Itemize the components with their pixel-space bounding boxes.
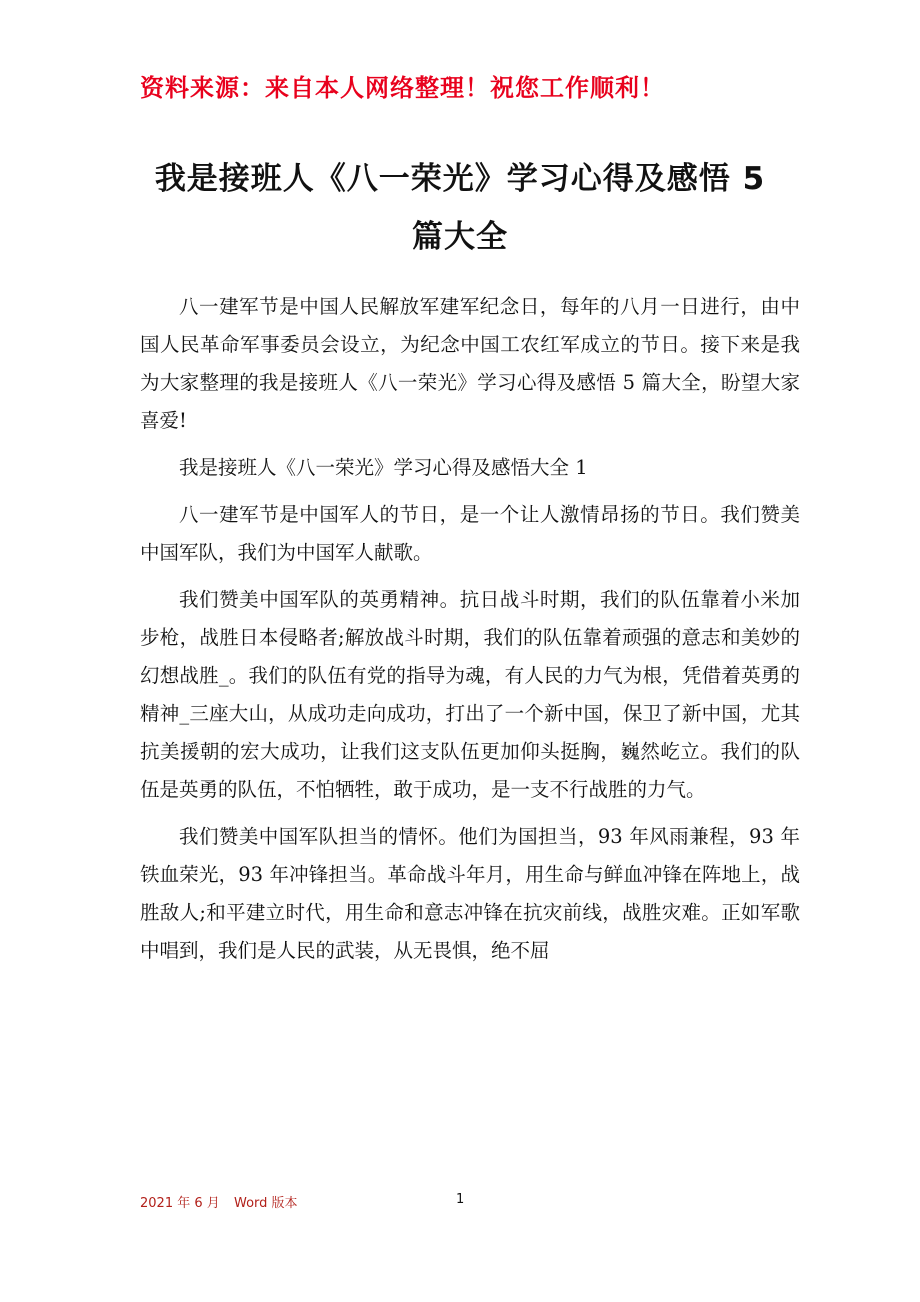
footer-date: 2021 年 6 月 [140, 1196, 220, 1211]
title-line-1: 我是接班人《八一荣光》学习心得及感悟 5 [154, 161, 766, 197]
source-banner: 资料来源：来自本人网络整理！祝您工作顺利！ [140, 74, 665, 102]
footer-version: Word 版本 [234, 1196, 298, 1211]
section-heading: 我是接班人《八一荣光》学习心得及感悟大全 1 [179, 456, 588, 479]
body-paragraph: 我们赞美中国军队担当的情怀。他们为国担当，93 年风雨兼程，93 年铁血荣光，93 年冲锋担当。革命战斗年月，用生命与鲜血冲锋在阵地上，战胜敌人;和平建立时代，用生命和意志冲锋在抗灾前线，战胜灾难。正如军歌中唱到，我们是人民的武装，从无畏惧，绝不屈 [140, 825, 800, 962]
document-body [140, 288, 800, 979]
body-paragraph: 我们赞美中国军队的英勇精神。抗日战斗时期，我们的队伍靠着小米加步枪，战胜日本侵略者;解放战斗时期，我们的队伍靠着顽强的意志和美妙的幻想战胜_。我们的队伍有党的指导为魂，有人民的力气为根，凭借着英勇的精神_三座大山，从成功走向成功，打出了一个新中国，保卫了新中国，尤其抗美援朝的宏大成功，让我们这支队伍更加仰头挺胸，巍然屹立。我们的队伍是英勇的队伍，不怕牺牲，敢于成功，是一支不行战胜的力气。 [140, 588, 800, 801]
page-footer [140, 1192, 800, 1212]
document-title [120, 150, 800, 266]
intro-paragraph: 八一建军节是中国人民解放军建军纪念日，每年的八月一日进行，由中国人民革命军事委员会设立，为纪念中国工农红军成立的节日。接下来是我为大家整理的我是接班人《八一荣光》学习心得及感悟 5 篇大全，盼望大家喜爱! [140, 295, 800, 432]
body-paragraph: 八一建军节是中国军人的节日，是一个让人激情昂扬的节日。我们赞美中国军队，我们为中国军人献歌。 [140, 503, 800, 564]
title-line-2: 篇大全 [412, 219, 508, 255]
page-number: 1 [456, 1192, 465, 1207]
